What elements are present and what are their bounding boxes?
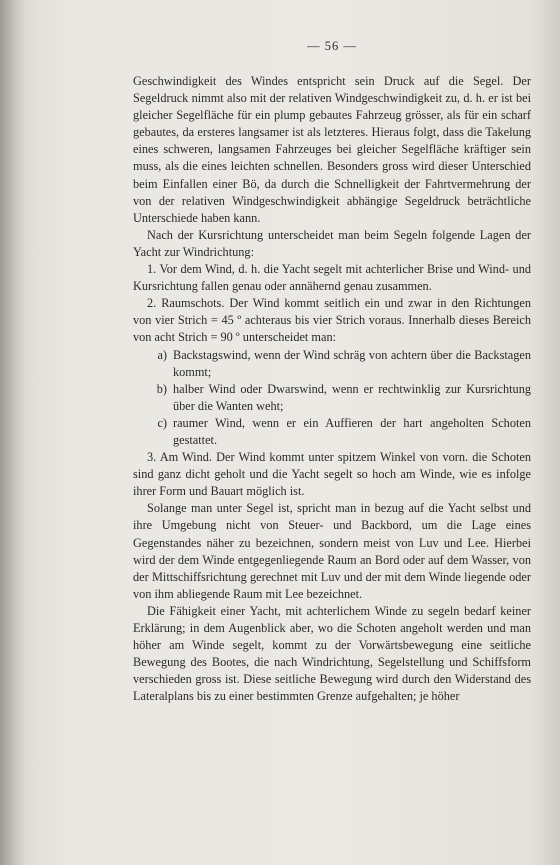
sub-item-backstagswind	[147, 347, 531, 381]
list-item-raumschots: 2. Raumschots. Der Wind kommt seitlich ein und zwar in den Richtungen von vier Strich = 45 º achteraus bis vier Strich voraus. Innerhalb dieses Bereich von acht Strich = 90 º unterscheidet man:	[133, 296, 531, 345]
paragraph-course-direction: Nach der Kursrichtung unterscheidet man beim Segeln folgende Lagen der Yacht zur Windrichtung:	[133, 227, 531, 259]
sub-item-raumer-wind	[147, 415, 531, 449]
paragraph-yacht-ability: Die Fähigkeit einer Yacht, mit achterlichem Winde zu segeln bedarf keiner Erklärung; in dem Augenblick aber, wo die Schoten angeholt werden und man höher am Winde segelt, kommt zu der Vorwärtsbewegung eine seitliche Bewegung des Bootes, die nach Windrichtung, Segelstellung und Schiffsform verschieden gross ist. Diese seitliche Bewegung wird durch den Widerstand des Lateralplans bis zu einer bestimmten Grenze aufgehalten; je höher	[133, 603, 531, 704]
page-text-block	[133, 38, 531, 705]
sub-item-text: halber Wind oder Dwarswind, wenn er rechtwinklig zur Kursrichtung über die Wanten weht;	[173, 381, 531, 413]
sub-item-label: c)	[157, 415, 167, 430]
page-number: — 56 —	[307, 39, 357, 53]
sub-item-label: a)	[157, 347, 167, 362]
list-item-before-wind: 1. Vor dem Wind, d. h. die Yacht segelt mit achterlicher Brise und Wind- und Kursrichtung fallen genau oder annähernd genau zusammen.	[133, 262, 531, 294]
sub-item-text: raumer Wind, wenn er ein Auffieren der hart angeholten Schoten gestattet.	[173, 415, 531, 447]
sub-item-halber-wind	[147, 381, 531, 415]
paragraph-luv-lee: Solange man unter Segel ist, spricht man in bezug auf die Yacht selbst und ihre Umgebung nicht von Steuer- und Backbord, um die Lage eines Gegenstandes näher zu bezeichnen, sondern meist von Luv und Lee. Hierbei wird der dem Winde entgegenliegende Raum an Bord oder auf dem Wasser, von der Mittschiffsrichtung gerechnet mit Luv und der mit dem Winde liegende oder von ihm abliegende Raum mit Lee bezeichnet.	[133, 501, 531, 601]
list-item-am-wind: 3. Am Wind. Der Wind kommt unter spitzem Winkel von vorn. die Schoten sind ganz dicht geholt und die Yacht segelt so hoch am Winde, wie es infolge ihrer Form und Bauart möglich ist.	[133, 450, 531, 499]
paragraph-wind-speed: Geschwindigkeit des Windes entspricht sein Druck auf die Segel. Der Segeldruck nimmt also mit der relativen Windgeschwindigkeit zu, d. h. er ist bei gleicher Segelfläche für ein plump gebautes Fahrzeug grösser, als für ein scharf gebautes, da ersteres langsamer ist als letzteres. Hieraus folgt, dass die Takelung eines schweren, langsamen Fahrzeuges bei gleicher Segelfläche kräftiger sein muss, als die eines leichten schnellen. Besonders gross wird dieser Unterschied beim Einfallen einer Bö, da durch die Schnelligkeit der Fahrtvermehrung der von der relativen Windgeschwindigkeit abhängige Segeldruck beträchtliche Unterschiede haben kann.	[133, 74, 531, 225]
sub-item-label: b)	[156, 381, 167, 396]
sub-item-text: Backstagswind, wenn der Wind schräg von achtern über die Backstagen kommt;	[173, 347, 531, 379]
